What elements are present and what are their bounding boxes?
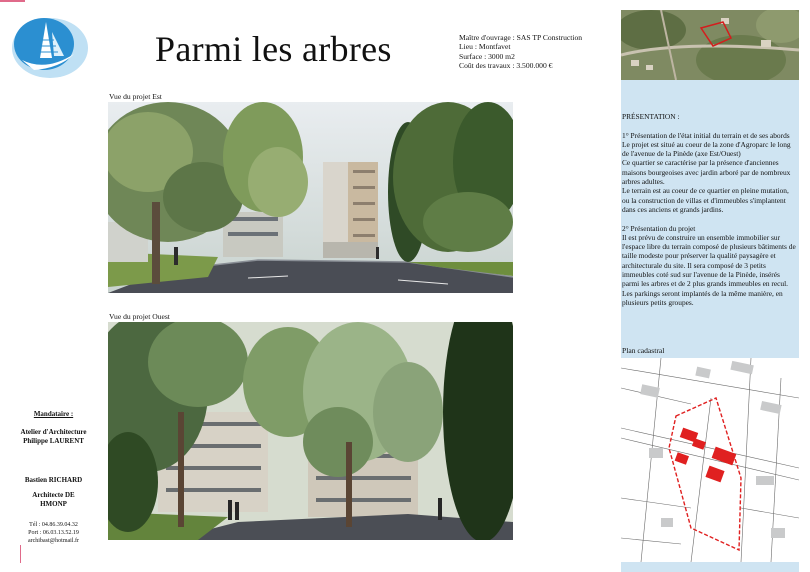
atelier-name: Atelier d'Architecture — [20, 428, 87, 436]
presentation-text — [622, 112, 798, 307]
section1-p2: Ce quartier se caractérise par la présence d'anciennes maisons bourgeoises avec jardin arboré par de nombreux arbres adultes. — [622, 158, 791, 187]
project-area: Surface : 3000 m2 — [459, 51, 515, 61]
corner-mark-bottom — [20, 545, 21, 563]
project-place: Lieu : Montfavet — [459, 42, 511, 52]
render-east-view — [108, 102, 513, 293]
page-title: Parmi les arbres — [155, 29, 392, 69]
credits-block — [6, 410, 101, 545]
project-info — [459, 33, 582, 71]
section1-p1: Le projet est situé au coeur de la zone d'Agroparc le long de l'avenue de la Pinède (axe Est/Ouest) — [622, 139, 791, 159]
aerial-photo — [621, 10, 799, 80]
contact-port: Port : 06.03.13.52.19 — [28, 530, 79, 536]
project-cost: Coût des travaux : 3.500.000 € — [459, 61, 553, 71]
student-role-1: Architecte DE — [32, 491, 75, 499]
mandataire-label: Mandataire : — [33, 410, 74, 418]
caption-ouest: Vue du projet Ouest — [109, 312, 170, 321]
caption-est: Vue du projet Est — [109, 92, 162, 101]
project-owner: Maître d'ouvrage : SAS TP Construction — [459, 33, 583, 42]
render-west-view — [108, 322, 513, 540]
section2-title: 2° Présentation du projet — [622, 223, 696, 233]
presentation-heading: PRÉSENTATION : — [622, 112, 680, 121]
student-name: Bastien RICHARD — [24, 476, 83, 484]
section1-title: 1° Présentation de l'état initial du terrain et de ses abords — [622, 130, 790, 140]
student-role-2: HMONP — [40, 500, 67, 508]
section1-p3: Le terrain est au coeur de ce quartier en pleine mutation, ou la construction de villas et d'immeubles s'implantent dans ces anciens et grands jardins. — [622, 186, 789, 214]
section2-p1: Il est prévu de construire un ensemble immobilier sur l'espace libre du terrain composé de plusieurs bâtiments de taille modeste pour préserver la qualité paysagère et architecturale du site. Il sera composé de 3 petits immeubles coté sud sur l'avenue de la Pinède, insérés parmi les arbres et de 2 plus grands immeubles en recul. Les parkings seront implantés de la même manière, en plusieurs petits groupes. — [622, 232, 796, 307]
architect-logo — [12, 10, 90, 80]
cadastre-label: Plan cadastral — [622, 346, 665, 355]
corner-mark-top — [0, 0, 25, 2]
architect-name: Philippe LAURENT — [23, 437, 84, 445]
contact-email[interactable]: archibast@hotmail.fr — [27, 538, 79, 544]
cadastre-map — [621, 358, 799, 562]
contact-tel: Tél : 04.86.39.04.32 — [29, 522, 78, 528]
